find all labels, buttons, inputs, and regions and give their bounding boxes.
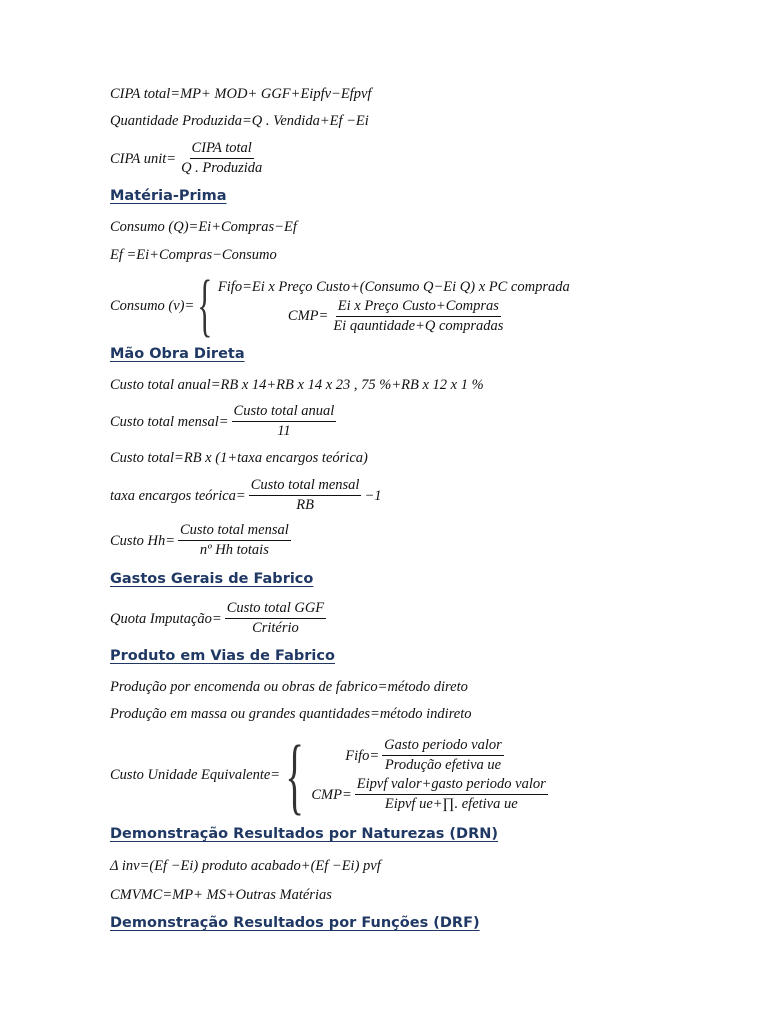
- heading-produto-vias-fabrico: Produto em Vias de Fabrico: [110, 648, 335, 664]
- eq-custo-total-mensal: [110, 403, 339, 440]
- numerator: Custo total mensal: [249, 477, 362, 496]
- case-fifo: [311, 737, 550, 774]
- eq-taxa-encargos: [110, 477, 382, 514]
- denominator: Q . Produzida: [181, 160, 263, 176]
- eq-delta-inv: Δ inv=(Ef −Ei) produto acabado+(Ef −Ei) pvf: [110, 858, 381, 874]
- eq-cmvmc: CMVMC=MP+ MS+Outras Matérias: [110, 887, 332, 903]
- eq-quantidade-produzida: Quantidade Produzida=Q . Vendida+Ef −Ei: [110, 113, 369, 129]
- cmp-lhs: CMP=: [287, 308, 329, 324]
- eq-lhs: Custo total mensal=: [110, 413, 229, 430]
- eq-ef: Ef =Ei+Compras−Consumo: [110, 247, 277, 263]
- denominator: Produção efetiva ue: [384, 757, 502, 773]
- case-fifo: [218, 278, 570, 296]
- numerator: Custo total anual: [232, 403, 337, 422]
- numerator: Eipvf valor+gasto periodo valor: [355, 776, 548, 795]
- eq-consumo-q: Consumo (Q)=Ei+Compras−Ef: [110, 219, 297, 235]
- case-cmp: [218, 298, 570, 335]
- fraction: [232, 403, 337, 440]
- eq-producao-encomenda: Produção por encomenda ou obras de fabrico=método direto: [110, 679, 468, 695]
- denominator: Eipvf ue+∏. efetiva ue: [384, 796, 518, 812]
- fifo-expression: Fifo=Ei x Preço Custo+(Consumo Q−Ei Q) x PC comprada: [217, 278, 570, 295]
- eq-lhs: CIPA unit=: [110, 150, 177, 167]
- eq-cipa-unit: [110, 140, 267, 177]
- heading-gastos-gerais: Gastos Gerais de Fabrico: [110, 571, 314, 587]
- heading-drf: Demonstração Resultados por Funções (DRF): [110, 915, 480, 931]
- fraction: [225, 600, 326, 637]
- numerator: Custo total mensal: [178, 522, 291, 541]
- numerator: Ei x Preço Custo+Compras: [336, 298, 501, 317]
- heading-drn: Demonstração Resultados por Naturezas (DRN): [110, 826, 499, 842]
- heading-mao-obra-direta: Mão Obra Direta: [110, 346, 245, 362]
- left-brace: {: [197, 267, 213, 344]
- fifo-lhs: Fifo=: [345, 747, 380, 764]
- heading-materia-prima: Matéria-Prima: [110, 188, 227, 204]
- eq-lhs: Quota Imputação=: [110, 610, 222, 627]
- denominator: RB: [296, 497, 314, 513]
- fraction: [179, 140, 264, 177]
- left-brace: {: [285, 727, 305, 823]
- eq-rhs: −1: [364, 487, 382, 504]
- denominator: 11: [277, 423, 291, 439]
- cases: [218, 278, 570, 335]
- denominator: Critério: [252, 620, 299, 636]
- eq-custo-total: Custo total=RB x (1+taxa encargos teórica): [110, 450, 368, 466]
- cmp-lhs: CMP=: [311, 786, 352, 803]
- fraction: [249, 477, 362, 514]
- fraction: [331, 298, 505, 335]
- eq-custo-total-anual: Custo total anual=RB x 14+RB x 14 x 23 , 75 %+RB x 12 x 1 %: [110, 377, 484, 393]
- eq-consumo-v: [110, 267, 570, 344]
- cases: [311, 737, 550, 813]
- eq-quota-imputacao: [110, 600, 329, 637]
- numerator: Custo total GGF: [225, 600, 326, 619]
- eq-lhs: Consumo (v)=: [110, 298, 195, 314]
- denominator: nº Hh totais: [199, 542, 269, 558]
- numerator: CIPA total: [190, 140, 254, 159]
- eq-custo-unidade-equivalente: [110, 727, 551, 823]
- eq-lhs: taxa encargos teórica=: [110, 487, 246, 504]
- numerator: Gasto periodo valor: [382, 737, 504, 756]
- fraction: [355, 776, 548, 813]
- fraction: [382, 737, 504, 774]
- eq-lhs: Custo Hh=: [110, 532, 175, 549]
- case-cmp: [311, 776, 550, 813]
- eq-producao-massa: Produção em massa ou grandes quantidades=método indireto: [110, 706, 472, 722]
- denominator: Ei qauntidade+Q compradas: [333, 317, 504, 334]
- fraction: [178, 522, 291, 559]
- eq-custo-hh: [110, 522, 294, 559]
- eq-cipa-total: CIPA total=MP+ MOD+ GGF+Eipfv−Efpvf: [110, 86, 372, 102]
- eq-lhs: Custo Unidade Equivalente=: [110, 767, 281, 783]
